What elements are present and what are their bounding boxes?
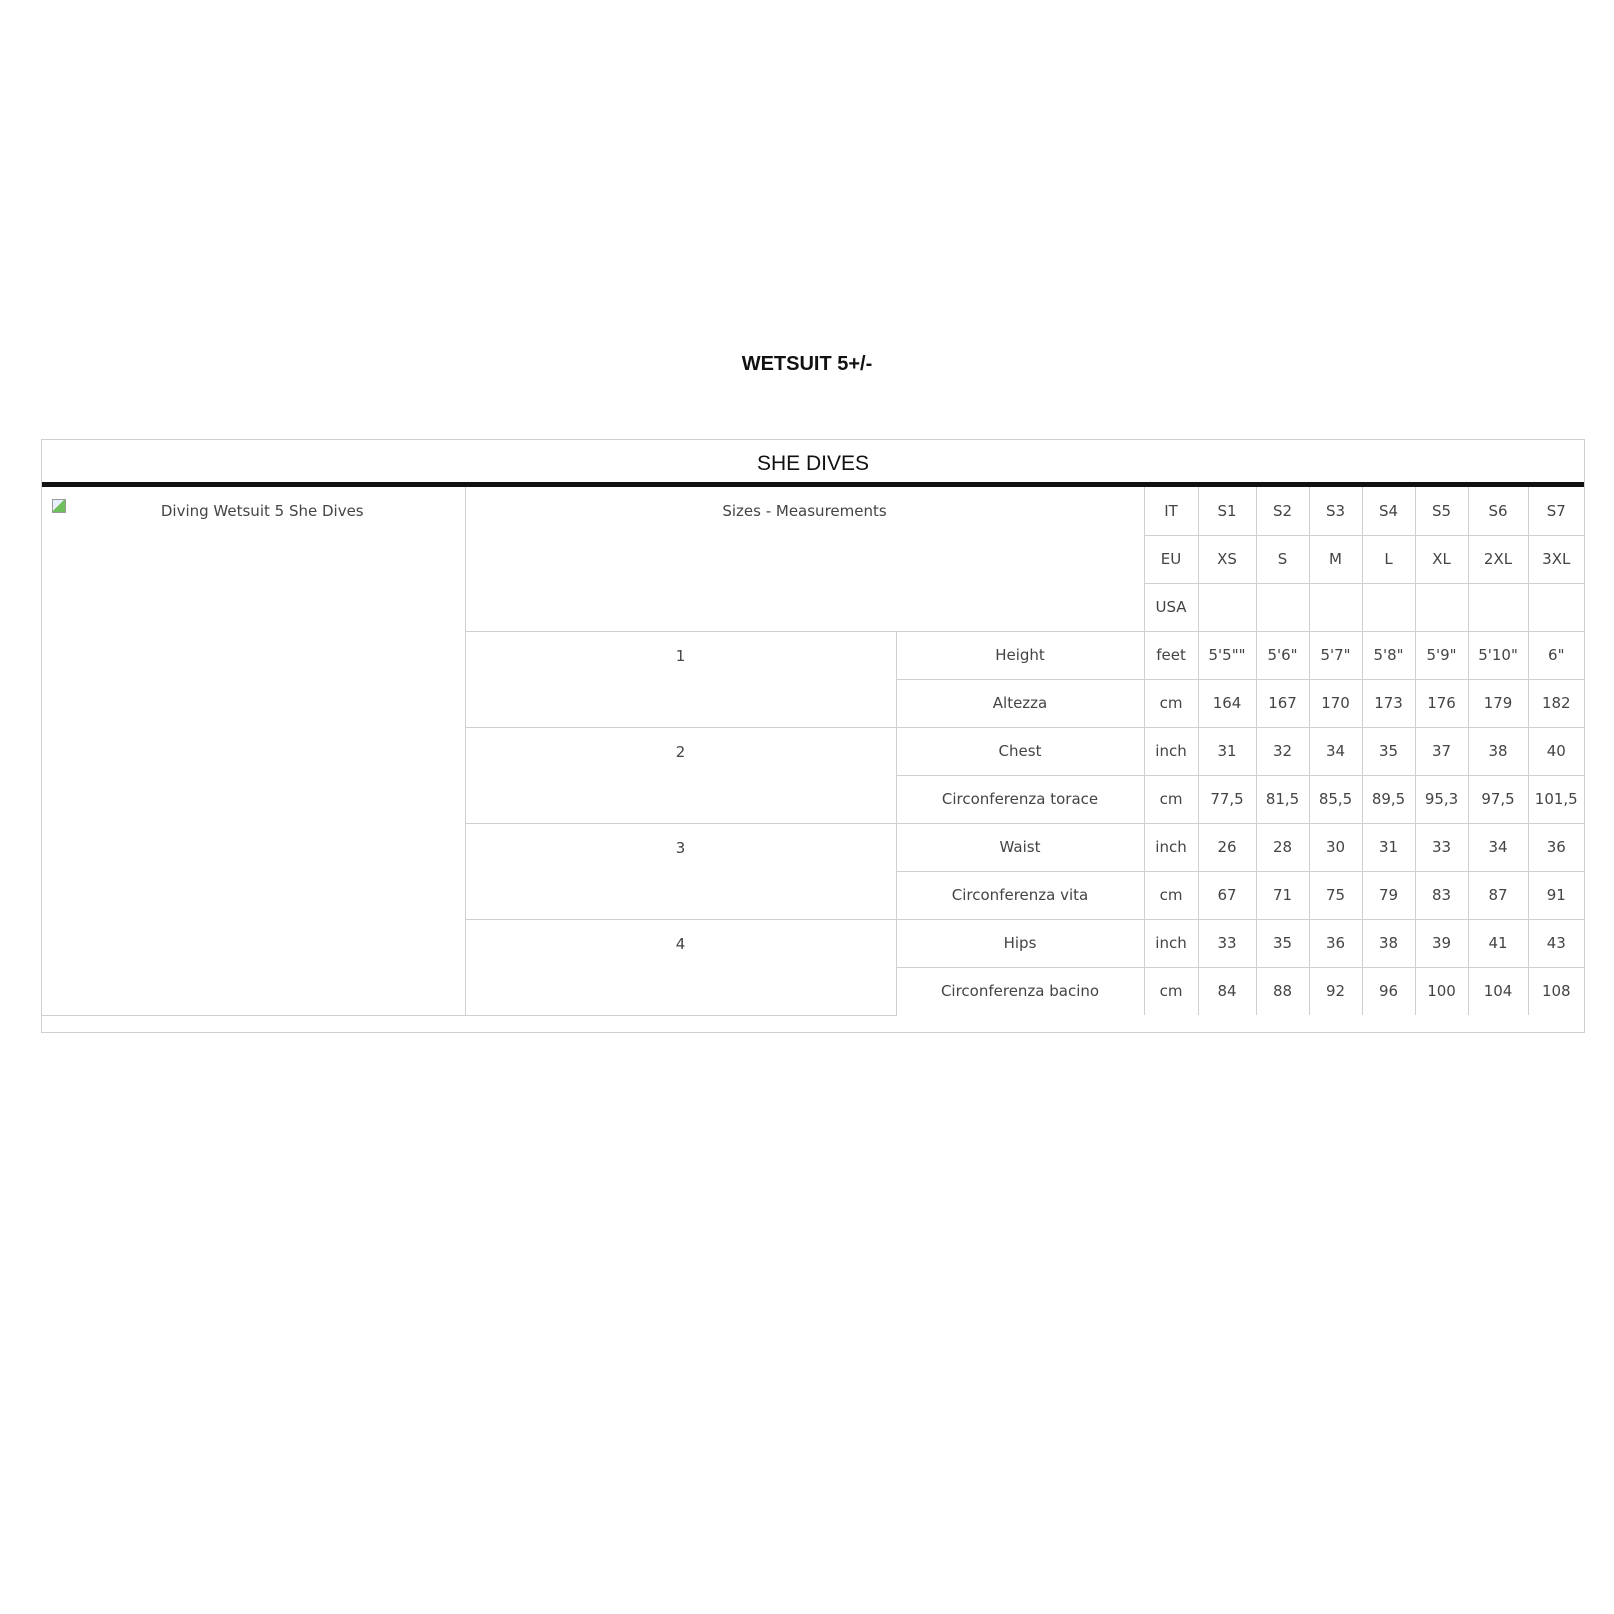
value-cell: 36 xyxy=(1528,823,1584,871)
size-cell: 2XL xyxy=(1468,535,1528,583)
value-cell: 108 xyxy=(1528,967,1584,1015)
value-cell: 26 xyxy=(1198,823,1256,871)
broken-image-icon xyxy=(52,499,66,513)
unit-cell: inch xyxy=(1144,919,1198,967)
value-cell: 5'9" xyxy=(1415,631,1468,679)
value-cell: 33 xyxy=(1198,919,1256,967)
value-cell: 6" xyxy=(1528,631,1584,679)
value-cell: 170 xyxy=(1309,679,1362,727)
value-cell: 5'10" xyxy=(1468,631,1528,679)
size-cell xyxy=(1528,583,1584,631)
value-cell: 5'5"" xyxy=(1198,631,1256,679)
value-cell: 67 xyxy=(1198,871,1256,919)
measurement-number: 1 xyxy=(465,631,896,727)
value-cell: 84 xyxy=(1198,967,1256,1015)
size-cell xyxy=(1198,583,1256,631)
value-cell: 176 xyxy=(1415,679,1468,727)
measurement-label: Waist xyxy=(896,823,1144,871)
size-system-label: USA xyxy=(1144,583,1198,631)
value-cell: 164 xyxy=(1198,679,1256,727)
size-cell: XL xyxy=(1415,535,1468,583)
value-cell: 85,5 xyxy=(1309,775,1362,823)
value-cell: 173 xyxy=(1362,679,1415,727)
size-cell: S1 xyxy=(1198,487,1256,535)
product-image-alt: Diving Wetsuit 5 She Dives xyxy=(160,502,364,520)
size-system-label: EU xyxy=(1144,535,1198,583)
size-table xyxy=(42,487,1584,1016)
measurement-number: 3 xyxy=(465,823,896,919)
sizes-heading: Sizes - Measurements xyxy=(465,487,1144,631)
value-cell: 5'6" xyxy=(1256,631,1309,679)
value-cell: 31 xyxy=(1362,823,1415,871)
size-cell: L xyxy=(1362,535,1415,583)
measurement-label: Height xyxy=(896,631,1144,679)
value-cell: 167 xyxy=(1256,679,1309,727)
unit-cell: cm xyxy=(1144,967,1198,1015)
value-cell: 34 xyxy=(1468,823,1528,871)
table-row xyxy=(42,487,1584,535)
chart-header: SHE DIVES xyxy=(42,440,1584,487)
value-cell: 5'8" xyxy=(1362,631,1415,679)
size-cell: S6 xyxy=(1468,487,1528,535)
value-cell: 79 xyxy=(1362,871,1415,919)
measurement-label: Hips xyxy=(896,919,1144,967)
value-cell: 28 xyxy=(1256,823,1309,871)
unit-cell: cm xyxy=(1144,679,1198,727)
value-cell: 81,5 xyxy=(1256,775,1309,823)
value-cell: 34 xyxy=(1309,727,1362,775)
size-cell xyxy=(1309,583,1362,631)
value-cell: 89,5 xyxy=(1362,775,1415,823)
value-cell: 30 xyxy=(1309,823,1362,871)
value-cell: 5'7" xyxy=(1309,631,1362,679)
measurement-label: Altezza xyxy=(896,679,1144,727)
value-cell: 104 xyxy=(1468,967,1528,1015)
unit-cell: inch xyxy=(1144,823,1198,871)
value-cell: 182 xyxy=(1528,679,1584,727)
value-cell: 37 xyxy=(1415,727,1468,775)
unit-cell: inch xyxy=(1144,727,1198,775)
size-chart xyxy=(41,439,1585,1033)
value-cell: 33 xyxy=(1415,823,1468,871)
size-system-label: IT xyxy=(1144,487,1198,535)
value-cell: 96 xyxy=(1362,967,1415,1015)
unit-cell: cm xyxy=(1144,775,1198,823)
size-cell: S3 xyxy=(1309,487,1362,535)
value-cell: 35 xyxy=(1256,919,1309,967)
unit-cell: cm xyxy=(1144,871,1198,919)
size-cell: S5 xyxy=(1415,487,1468,535)
value-cell: 101,5 xyxy=(1528,775,1584,823)
value-cell: 97,5 xyxy=(1468,775,1528,823)
size-cell: XS xyxy=(1198,535,1256,583)
value-cell: 91 xyxy=(1528,871,1584,919)
value-cell: 88 xyxy=(1256,967,1309,1015)
value-cell: 39 xyxy=(1415,919,1468,967)
unit-cell: feet xyxy=(1144,631,1198,679)
value-cell: 75 xyxy=(1309,871,1362,919)
value-cell: 32 xyxy=(1256,727,1309,775)
value-cell: 40 xyxy=(1528,727,1584,775)
value-cell: 35 xyxy=(1362,727,1415,775)
size-cell xyxy=(1362,583,1415,631)
value-cell: 95,3 xyxy=(1415,775,1468,823)
size-cell: S2 xyxy=(1256,487,1309,535)
size-cell xyxy=(1256,583,1309,631)
value-cell: 36 xyxy=(1309,919,1362,967)
value-cell: 92 xyxy=(1309,967,1362,1015)
value-cell: 31 xyxy=(1198,727,1256,775)
value-cell: 77,5 xyxy=(1198,775,1256,823)
measurement-label: Circonferenza vita xyxy=(896,871,1144,919)
measurement-label: Circonferenza bacino xyxy=(896,967,1144,1015)
value-cell: 179 xyxy=(1468,679,1528,727)
page-title: WETSUIT 5+/- xyxy=(741,353,873,375)
size-cell: S xyxy=(1256,535,1309,583)
measurement-number: 2 xyxy=(465,727,896,823)
value-cell: 100 xyxy=(1415,967,1468,1015)
size-cell: S7 xyxy=(1528,487,1584,535)
product-image-cell xyxy=(42,487,465,1015)
value-cell: 41 xyxy=(1468,919,1528,967)
value-cell: 38 xyxy=(1468,727,1528,775)
size-cell xyxy=(1415,583,1468,631)
value-cell: 71 xyxy=(1256,871,1309,919)
value-cell: 38 xyxy=(1362,919,1415,967)
value-cell: 87 xyxy=(1468,871,1528,919)
measurement-label: Chest xyxy=(896,727,1144,775)
size-cell: 3XL xyxy=(1528,535,1584,583)
measurement-label: Circonferenza torace xyxy=(896,775,1144,823)
size-cell: M xyxy=(1309,535,1362,583)
value-cell: 83 xyxy=(1415,871,1468,919)
size-cell: S4 xyxy=(1362,487,1415,535)
measurement-number: 4 xyxy=(465,919,896,1015)
size-cell xyxy=(1468,583,1528,631)
value-cell: 43 xyxy=(1528,919,1584,967)
